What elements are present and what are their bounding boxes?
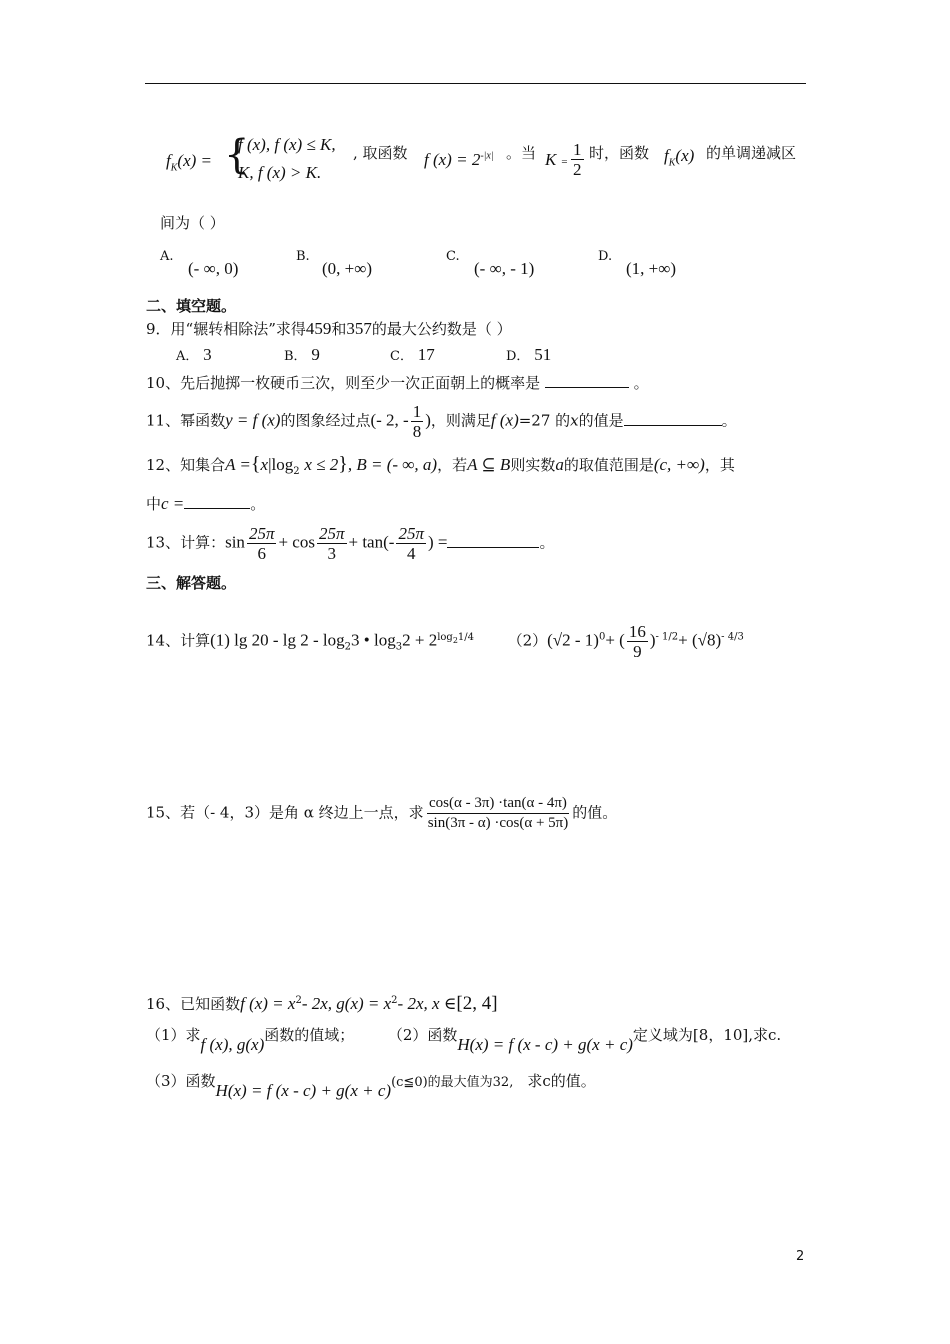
q16-line2: （1）求f (x), g(x)函数的值域； （2）函数H(x) = f (x - c) + g(x + c)定义域为[8，10],求c. bbox=[146, 1026, 782, 1054]
page-number: 2 bbox=[796, 1249, 805, 1264]
q10-answer-blank[interactable] bbox=[545, 373, 629, 388]
q13-answer-blank[interactable] bbox=[447, 533, 539, 548]
q8-tail: 的单调递减区 bbox=[706, 144, 797, 162]
q12-line1: 12、知集合$A =\{x|\log_2$ x ≤ 2}, B = (- ∞, a)，若A ⊆ B则实数a的取值范围是(c, +∞)，其 bbox=[146, 453, 735, 477]
q8-K: K = bbox=[545, 150, 569, 169]
q8-take-func: , 取函数 bbox=[353, 144, 408, 162]
q8-option-d-label: D. bbox=[598, 249, 613, 264]
q15: 15、若（- 4，3）是角 α 终边上一点，求 $\frac{\cos(\alpha - 3\pi) \cdot\tan(\alpha - 4\pi)}{\sin(3\pi - \alpha) \cdot\cos(\alpha + 5\pi)}$ 的值。 bbox=[146, 795, 618, 831]
q8-option-c-label: C. bbox=[446, 249, 460, 264]
q8-fk2: $f_K(x)$ bbox=[664, 146, 695, 169]
section-heading-solve: 三、解答题。 bbox=[146, 574, 237, 592]
q12-answer-blank[interactable] bbox=[184, 494, 250, 509]
q8-option-a-label: A. bbox=[160, 249, 174, 264]
section-heading-fill-in: 二、填空题。 bbox=[146, 297, 237, 315]
case-2: K, f (x) > K. bbox=[238, 163, 322, 182]
q8-option-c: (- ∞, - 1) bbox=[474, 259, 535, 278]
q8-line2: 间为（ ） bbox=[160, 214, 225, 232]
header-rule bbox=[145, 83, 806, 84]
q8-option-b: (0, +∞) bbox=[322, 259, 373, 278]
q8-func: 时，函数 bbox=[589, 144, 650, 162]
q16-line1: 16、已知函数f $(x) = x^2-$ 2x, $g(x) = x^2-$ 2x, x ∈[2, 4] bbox=[146, 993, 498, 1014]
q8-when: 。当 bbox=[506, 144, 537, 162]
q8-option-a: (- ∞, 0) bbox=[188, 259, 239, 278]
q8-half: $\frac{1}{2}$ bbox=[573, 140, 582, 179]
q14: 14、计算(1) $\lg 20 - \lg 2 - \log_23$ • $\log_32 + 2^{log_21/4}$ （2）(√2 - 1)$^0$+ ( $\frac{16}{9}$ )$^{- 1/2}+ (√8)^{- 4/3}$ bbox=[146, 622, 744, 661]
q10: 10、先后抛掷一枚硬币三次，则至少一次正面朝上的概率是 。 bbox=[146, 374, 649, 392]
piecewise-brace: { bbox=[224, 132, 250, 178]
q11-answer-blank[interactable] bbox=[624, 411, 722, 426]
q12-line2: 中c = 。 bbox=[146, 494, 266, 513]
q8-fx: f $(x) = 2^{-|x|}$ bbox=[424, 150, 494, 169]
q8-option-b-label: B. bbox=[296, 249, 310, 264]
q16-line3: （3）函数H(x) = f (x - c) + g(x + c)(c≦0)的最大值为32, 求c的值。 bbox=[146, 1072, 596, 1100]
q8-option-d: (1, +∞) bbox=[626, 259, 677, 278]
q13: 13、计算：sin $\frac{25\pi}{6}$ + cos $\frac{25\pi}{3}$ + tan(- $\frac{25\pi}{4}$ ) = 。 bbox=[146, 524, 555, 563]
case-1: f (x), f (x) ≤ K, bbox=[238, 135, 336, 154]
q11: 11、幂函数y = f (x)的图象经过点(- 2, - $\frac{1}{8}$ )，则满足f (x)=27 的x的值是 。 bbox=[146, 402, 737, 441]
q9-stem: 9．用“辗转相除法”求得459和357的最大公约数是（ ） bbox=[146, 319, 512, 338]
